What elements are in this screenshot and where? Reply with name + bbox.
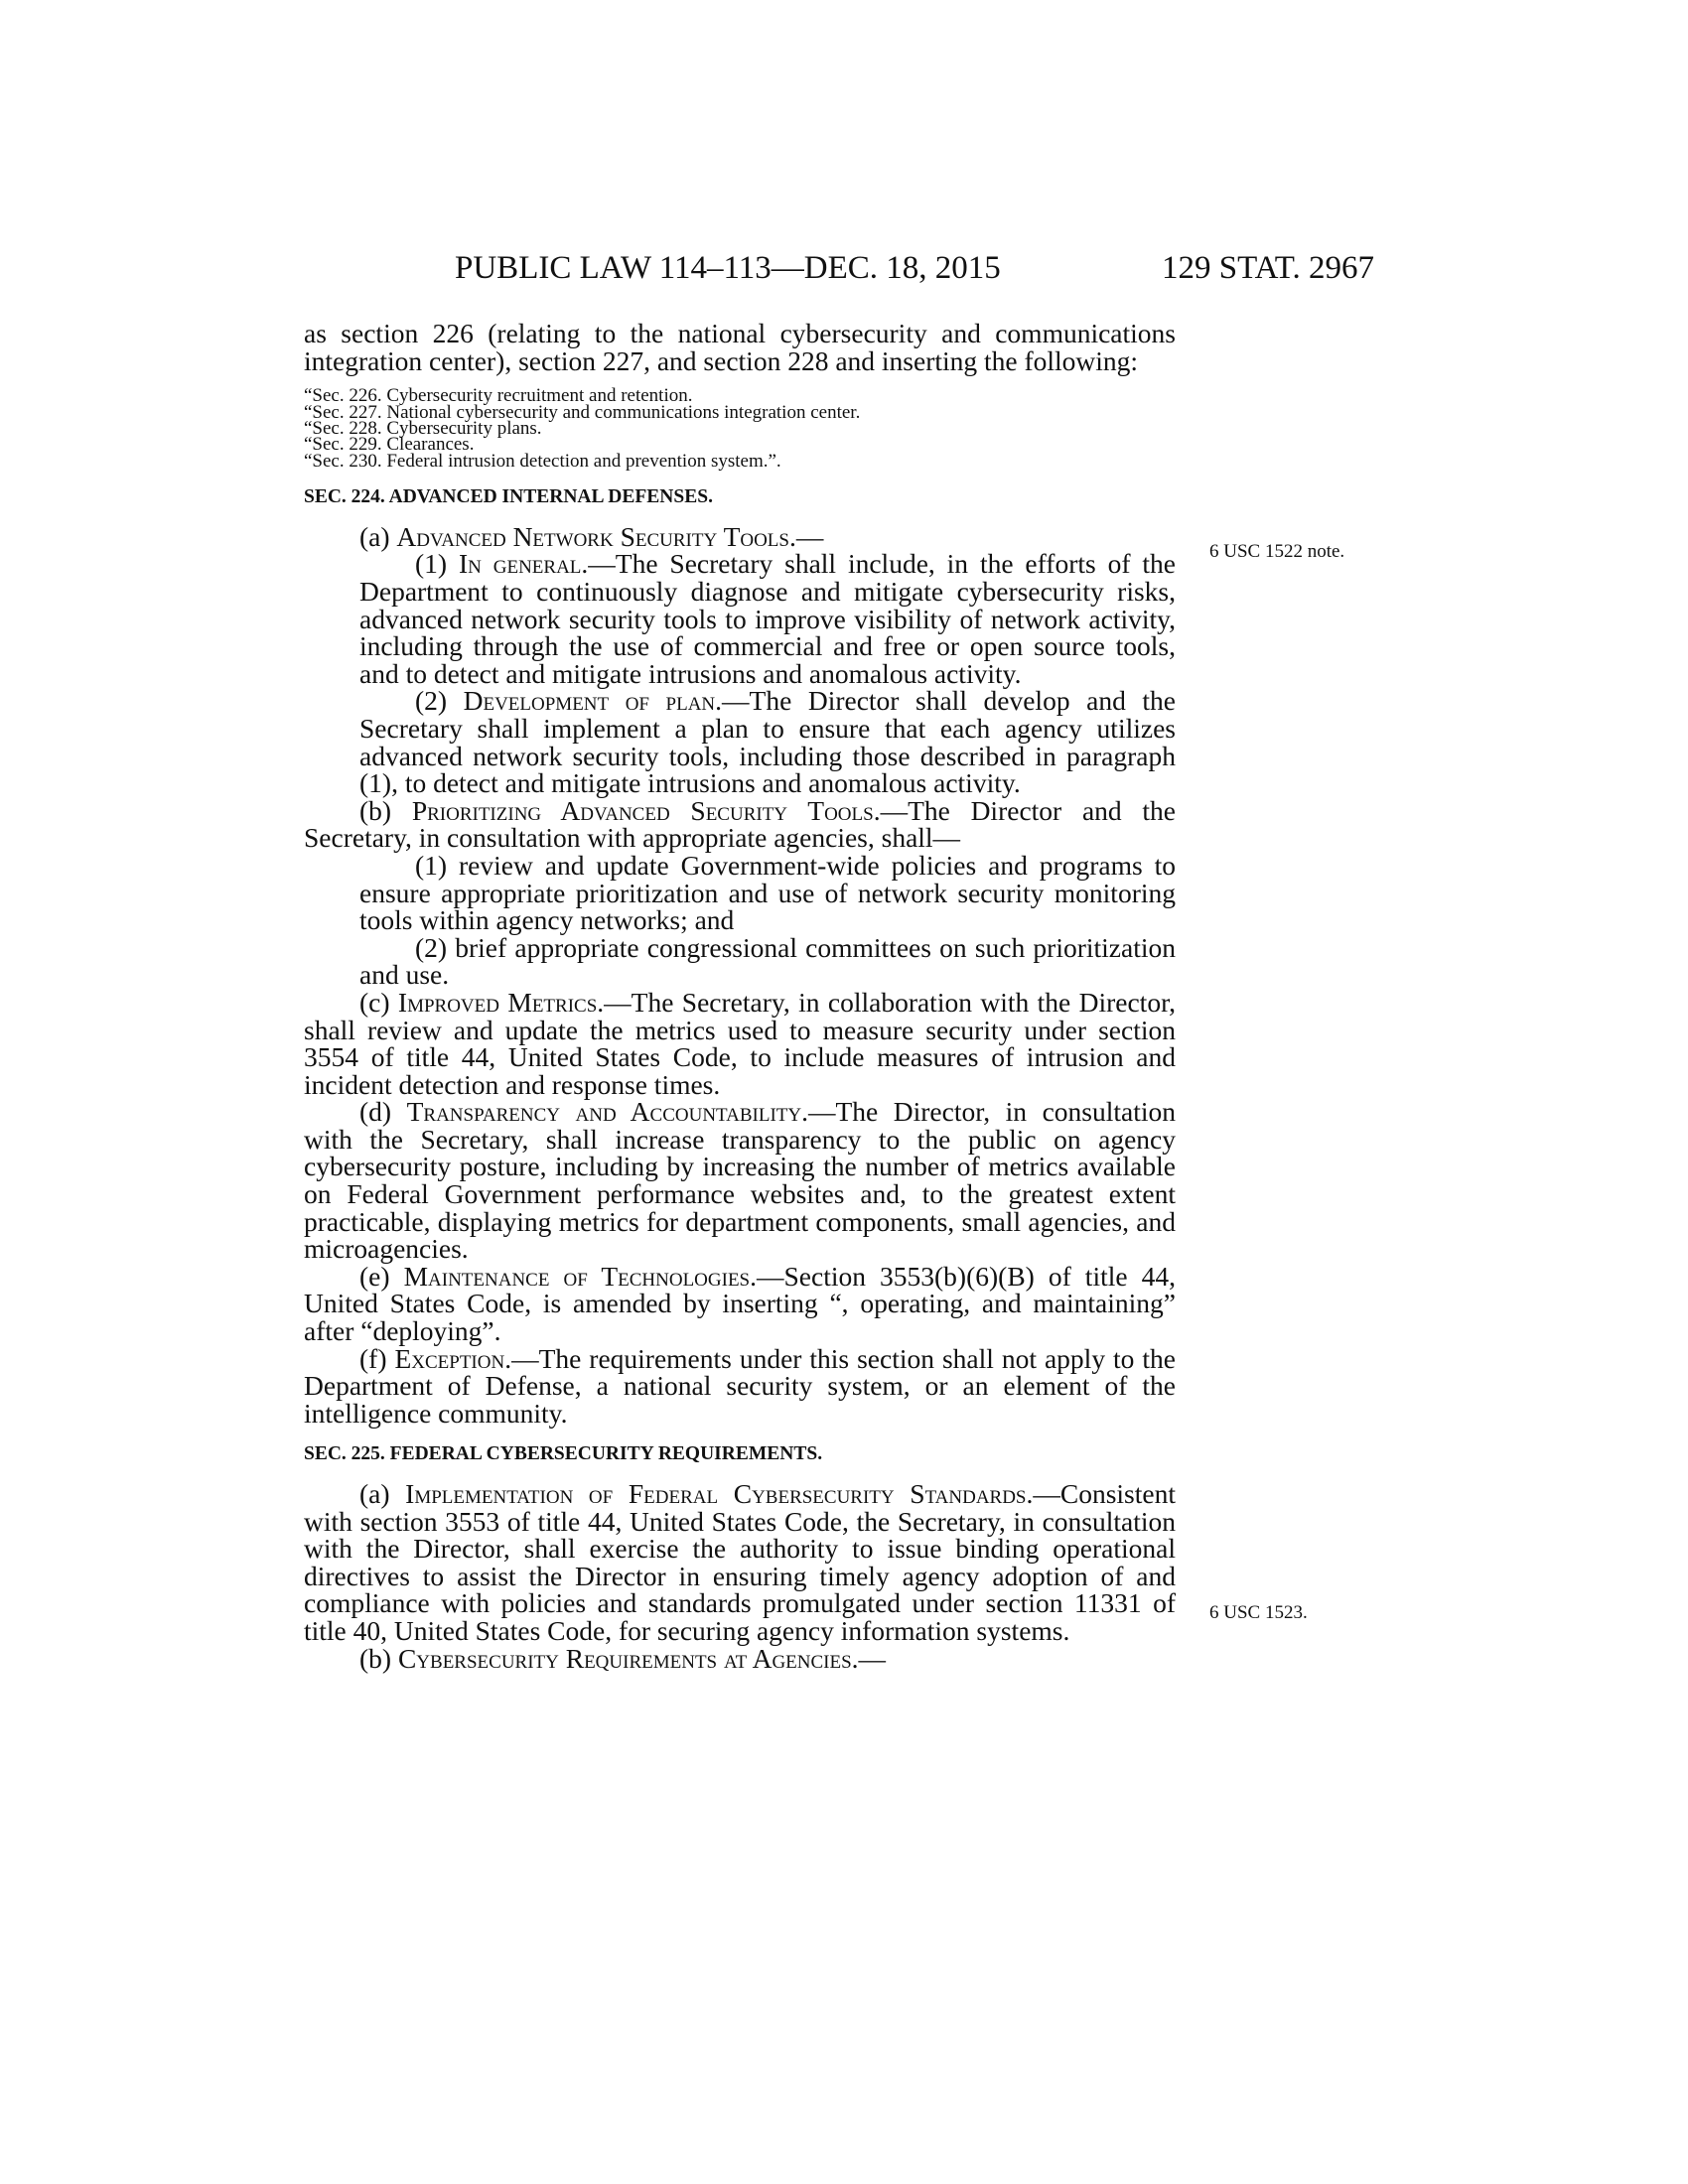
subsection-225-b: (b) Cybersecurity Requirements at Agencies.— [359,1642,887,1674]
caption: In general [458,548,582,580]
caption: Transparency and Accountability [406,1096,802,1128]
subsection-224-e: (e) Maintenance of Technologies.—Section 3553(b)(6)(B) of title 44, United States Code, is amended by inserting “, operating, and maintaining” after “deploying”. [304,1260,1176,1347]
table-of-contents-insert [304,385,1176,472]
paragraph-224-b-2: (2) brief appropriate congressional committees on such prioritization and use. [359,931,1176,991]
margin-note-224: 6 USC 1522 note. [1209,541,1345,562]
paragraph-224-b-1: (1) review and update Government-wide policies and programs to ensure appropriate prioritization and use of network security monitoring tools within agency networks; and [359,849,1176,936]
caption: Exception [394,1342,505,1374]
toc-item: “Sec. 230. Federal intrusion detection and prevention system.”. [304,450,781,472]
header-title: PUBLIC LAW 114–113—DEC. 18, 2015 [455,250,1001,286]
paragraph-224-a-2: (2) Development of plan.—The Director shall develop and the Secretary shall implement a plan to ensure that each agency utilizes advanced network security tools, including those described in paragraph (1), to detect and mitigate intrusions and anomalous activity. [359,685,1176,799]
caption: Improved Metrics [397,986,598,1018]
header-stat-page: 129 STAT. 2967 [1161,250,1374,286]
toc-item: “Sec. 228. Cybersecurity plans. [304,418,542,439]
caption: Maintenance of Technologies [403,1260,751,1292]
margin-note-225: 6 USC 1523. [1209,1602,1308,1623]
subsection-224-b: (b) Prioritizing Advanced Security Tools.—The Director and the Secretary, in consultation with appropriate agencies, shall— [304,794,1176,854]
paragraph-224-a-1: (1) In general.—The Secretary shall include, in the efforts of the Department to continuously diagnose and mitigate cybersecurity risks, advanced network security tools to improve visibility of network activity, including through the use of commercial and free or open source tools, and to detect and mitigate intrusions and anomalous activity. [359,548,1176,689]
section-224-heading: SEC. 224. ADVANCED INTERNAL DEFENSES. [304,486,713,508]
toc-item: “Sec. 229. Clearances. [304,434,475,456]
intro-paragraph: as section 226 (relating to the national cybersecurity and communications integration center), section 227, and section 228 and inserting the following: [304,318,1176,376]
caption: Cybersecurity Requirements at Agencies [397,1642,852,1674]
subsection-224-f: (f) Exception.—The requirements under this section shall not apply to the Department of Defense, a national security system, or an element of the intelligence community. [304,1342,1176,1429]
caption: Advanced Network Security Tools [396,520,789,552]
subsection-224-d: (d) Transparency and Accountability.—The Director, in consultation with the Secretary, shall increase transparency to the public on agency cybersecurity posture, including by increasing the number of metrics available on Federal Government performance websites and, to the greatest extent practicable, displaying metrics for department components, small agencies, and microagencies. [304,1096,1176,1265]
section-225-heading: SEC. 225. FEDERAL CYBERSECURITY REQUIREMENTS. [304,1443,823,1465]
toc-item: “Sec. 227. National cybersecurity and communications integration center. [304,401,861,423]
toc-item: “Sec. 226. Cybersecurity recruitment and retention. [304,385,693,407]
subsection-224-a: (a) Advanced Network Security Tools.— [359,520,824,552]
subsection-225-a: (a) Implementation of Federal Cybersecurity Standards.—Consistent with section 3553 of title 44, United States Code, the Secretary, in consultation with the Director, shall exercise the authority to issue binding operational directives to assist the Director in ensuring timely agency adoption of and compliance with policies and standards promulgated under section 11331 of title 40, United States Code, for securing agency information systems. [304,1478,1176,1646]
caption: Prioritizing Advanced Security Tools [411,794,874,826]
caption: Implementation of Federal Cybersecurity Standards [405,1478,1027,1509]
caption: Development of plan [463,685,716,717]
document-body [304,320,1176,1672]
subsection-224-c: (c) Improved Metrics.—The Secretary, in collaboration with the Director, shall review and update the metrics used to measure security under section 3554 of title 44, United States Code, to include measures of intrusion and incident detection and response times. [304,986,1176,1100]
